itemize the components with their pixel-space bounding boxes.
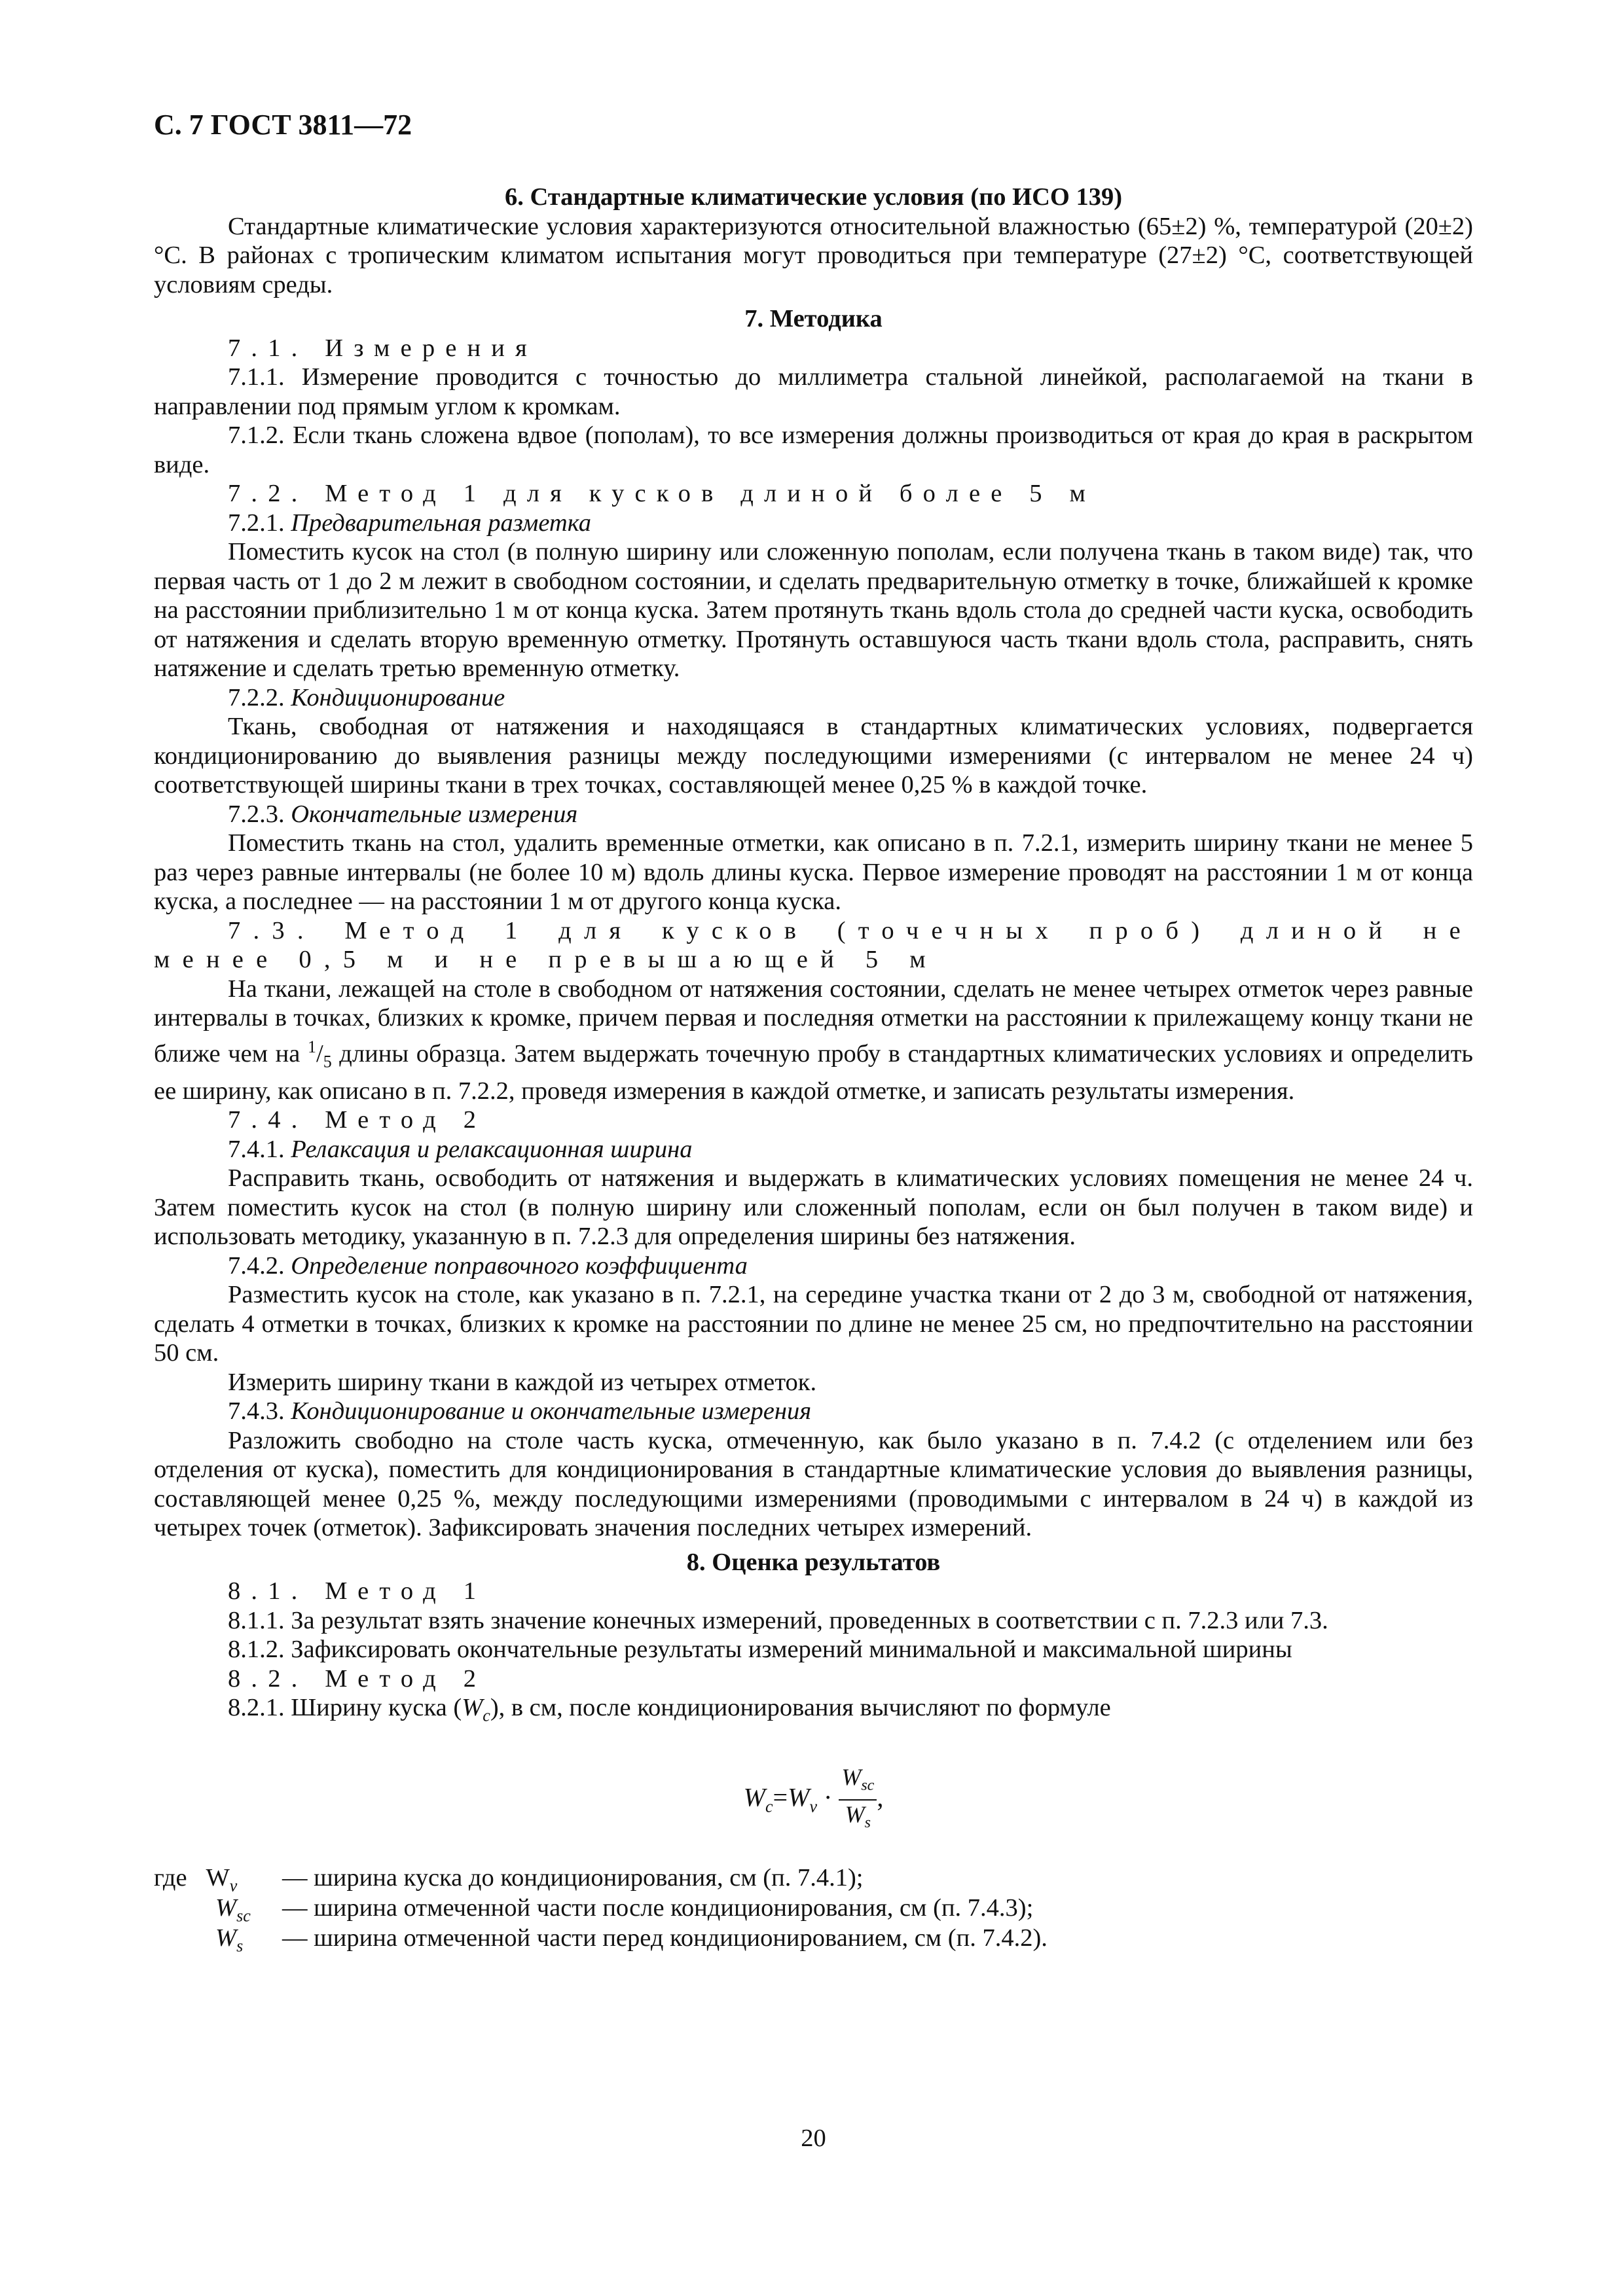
subsection-7-4-1-heading (154, 1135, 1473, 1164)
paragraph-7-2-2: Ткань, свободная от натяжения и находящаяся в стандартных климатических условиях, подвергается кондиционированию до выявления разницы между последующими измерениями (с интервалом не менее 24 ч) соответствующей ширины ткани в трех точках, составляющей менее 0,25 % в каждой точке. (154, 713, 1473, 798)
formula-lhs-subscript: c (765, 1797, 773, 1816)
paragraph-7-3-part-b: длины образца. Затем выдержать точечную пробу в стандартных климатических условиях и определить ее ширину, как описано в п. 7.2.2, проведя измерения в каждой отметке, и записать результаты измерения. (154, 1039, 1473, 1105)
subsection-7-2-3-heading (154, 800, 1473, 829)
legend-subscript: sc (236, 1906, 251, 1926)
paragraph-8-1-2: 8.1.2. Зафиксировать окончательные результаты измерений минимальной и максимальной ширины (228, 1636, 1292, 1664)
subsection-7-4-3-number: 7.4.3. (228, 1397, 285, 1426)
subsection-7-4-2-number: 7.4.2. (228, 1251, 285, 1280)
subsection-7-4-2-title: Определение поправочного коэффициента (291, 1251, 748, 1280)
subsection-7-2-2-number: 7.2.2. (228, 683, 285, 711)
paragraph-7-4-3: Разложить свободно на столе часть куска, отмеченную, как было указано в п. 7.4.2 (с отделением или без отделения от куска), поместить для кондиционирования в стандартные климатические условия до выявления разницы, составляющей менее 0,25 %, между последующими измерениями (проводимыми с интервалом в 24 ч) в каждой из четырех точек (отметок). Зафиксировать значения последних четырех измерений. (154, 1426, 1473, 1542)
subsection-7-2-2-heading (154, 683, 1473, 713)
legend-symbol: W (215, 1924, 237, 1952)
subsection-7-2-title: 7.2. Метод 1 для кусков длиной более 5 м (228, 480, 1097, 507)
subsection-7-2-1-title: Предварительная разметка (291, 509, 592, 537)
paragraph-7-4-2: Разместить кусок на столе, как указано в п. 7.2.1, на середине участка ткани от 2 до 3 м, свободной от натяжения, сделать 4 отметки в точках, близких к кромке на расстоянии по длине не менее 25 см, но предпочтительно на расстоянии 50 см. (154, 1281, 1473, 1367)
page-header: С. 7 ГОСТ 3811—72 (154, 109, 412, 141)
subsection-7-2-3-number: 7.2.3. (228, 800, 285, 828)
paragraph-7-1-1: 7.1.1. Измерение проводится с точностью до миллиметра стальной линейкой, располагаемой на ткани в направлении под прямым углом к кромкам. (154, 363, 1473, 420)
subsection-7-1-title: 7.1. Измерения (228, 334, 538, 362)
legend-subscript: v (229, 1876, 238, 1895)
subsection-7-4-1-number: 7.4.1. (228, 1135, 285, 1163)
section-6-title: 6. Стандартные климатические условия (по ИСО 139) (504, 183, 1123, 211)
legend-text: — ширина куска до кондиционирования, см (п. 7.4.1); (282, 1863, 864, 1892)
formula-numerator-symbol: W (841, 1764, 862, 1791)
paragraph-7-3-part-a: На ткани, лежащей на столе в свободном от натяжения состоянии, сделать не менее четырех отметок через равные интервалы в точках, близких к кромке, причем первая и последняя отметки на расстоянии к прилежащему концу ткани не ближе чем на (154, 975, 1473, 1067)
legend-symbol: W (206, 1863, 230, 1892)
formula-denominator-subscript: s (864, 1814, 871, 1832)
subsection-7-2-1-number: 7.2.1. (228, 509, 285, 537)
subsection-7-3-title: 7.3. Метод 1 для кусков (точечных проб) длиной не менее 0,5 м и не превышающей 5 м (154, 916, 1473, 973)
paragraph-7-2-1: Поместить кусок на стол (в полную ширину или сложенную пополам, если получена ткань в таком виде) так, что первая часть от 1 до 2 м лежит в свободном состоянии, и сделать предварительную отметку в точке, ближайшей к кромке на расстоянии приблизительно 1 м от конца куска. Затем протянуть ткань вдоль стола до средней части куска, освободить от натяжения и сделать вторую временную отметку. Протянуть оставшуюся часть ткани вдоль стола, расправить, снять натяжение и сделать третью временную отметку. (154, 538, 1473, 682)
section-7-title: 7. Методика (744, 305, 883, 332)
formula-equals: = (773, 1782, 788, 1812)
subsection-7-4-3-heading (154, 1397, 1473, 1426)
paragraph-8-2-1-part-a: 8.2.1. Ширину куска ( (228, 1694, 462, 1722)
formula-dot: · (823, 1782, 833, 1812)
document-page (154, 108, 1473, 2235)
legend-where-word: где (154, 1863, 187, 1892)
formula (154, 1763, 1473, 1837)
paragraph-7-4-2-b: Измерить ширину ткани в каждой из четырех отметок. (228, 1368, 817, 1396)
page-number: 20 (801, 2125, 826, 2152)
paragraph-7-4-1: Расправить ткань, освободить от натяжения и выдержать в климатических условиях помещения не менее 24 ч. Затем поместить кусок на стол (в полную ширину или сложенный пополам, если он был получен в таком виде) и использовать методику, указанную в п. 7.2.3 для определения ширины без натяжения. (154, 1164, 1473, 1251)
fraction-numerator: 1 (307, 1037, 316, 1056)
paragraph-7-3: На ткани, лежащей на столе в свободном от натяжения состоянии, сделать не менее четырех отметок через равные интервалы в точках, близких к кромке, причем первая и последняя отметки на расстоянии к прилежащему концу ткани не ближе чем на $^1/_5$ длины образца. Затем выдержать точечную пробу в стандартных климатических условиях и определить ее ширину, как описано в п. 7.2.2, проведя измерения в каждой отметке, и записать результаты измерения. (154, 975, 1473, 1105)
legend-text: — ширина отмеченной части перед кондиционированием, см (п. 7.4.2). (282, 1924, 1048, 1952)
paragraph-7-2-3: Поместить ткань на стол, удалить временные отметки, как описано в п. 7.2.1, измерить ширину ткани не менее 5 раз через равные интервалы (не более 10 м) вдоль длины куска. Первое измерение проводят на расстоянии 1 м от конца куска, а последнее — на расстоянии 1 м от другого конца куска. (154, 829, 1473, 915)
formula-wv: W (788, 1782, 810, 1812)
subsection-7-4-2-heading (154, 1251, 1473, 1281)
subsection-7-4-title: 7.4. Метод 2 (228, 1106, 487, 1134)
formula-wv-subscript: v (809, 1797, 817, 1816)
section-8-title: 8. Оценка результатов (686, 1548, 941, 1576)
formula-numerator-subscript: sc (861, 1777, 875, 1795)
symbol-wc: W (462, 1694, 483, 1722)
formula-denominator (839, 1801, 877, 1837)
fraction-denominator: 5 (323, 1052, 332, 1071)
subsection-7-2-3-title: Окончательные измерения (291, 800, 578, 828)
legend-text: — ширина отмеченной части после кондиционирования, см (п. 7.4.3); (282, 1893, 1034, 1922)
formula-numerator (839, 1763, 877, 1801)
paragraph-8-1-1: 8.1.1. За результат взять значение конечных измерений, проведенных в соответствии с п. 7.2.3 или 7.3. (228, 1606, 1328, 1634)
formula-denominator-symbol: W (845, 1801, 865, 1828)
subsection-7-2-1-heading (154, 509, 1473, 538)
section-6-paragraph: Стандартные климатические условия характеризуются относительной влажностью (65±2) %, температурой (20±2) °С. В районах с тропическим климатом испытания могут проводиться при температуре (27±2) °С, соответствующей условиям среды. (154, 212, 1473, 298)
subsection-7-4-3-title: Кондиционирование и окончательные измерения (291, 1397, 812, 1426)
subsection-8-1-title: 8.1. Метод 1 (228, 1577, 487, 1605)
subsection-7-4-1-title: Релаксация и релаксационная ширина (291, 1135, 693, 1163)
legend-symbol: W (215, 1893, 237, 1922)
formula-fraction (839, 1763, 877, 1837)
formula-legend (154, 1863, 1473, 1962)
paragraph-7-1-2: 7.1.2. Если ткань сложена вдвое (пополам), то все измерения должны производиться от края до края в раскрытом виде. (154, 422, 1473, 478)
legend-row-3 (215, 1924, 243, 1961)
subsection-7-2-2-title: Кондиционирование (291, 683, 505, 711)
paragraph-8-2-1 (154, 1693, 1473, 1731)
legend-subscript: s (236, 1936, 244, 1956)
formula-lhs: W (743, 1782, 765, 1812)
symbol-wc-subscript: c (483, 1706, 490, 1725)
formula-comma: , (877, 1782, 884, 1812)
subsection-8-2-title: 8.2. Метод 2 (228, 1664, 487, 1693)
paragraph-8-2-1-part-b: ), в см, после кондиционирования вычисляют по формуле (490, 1694, 1111, 1722)
